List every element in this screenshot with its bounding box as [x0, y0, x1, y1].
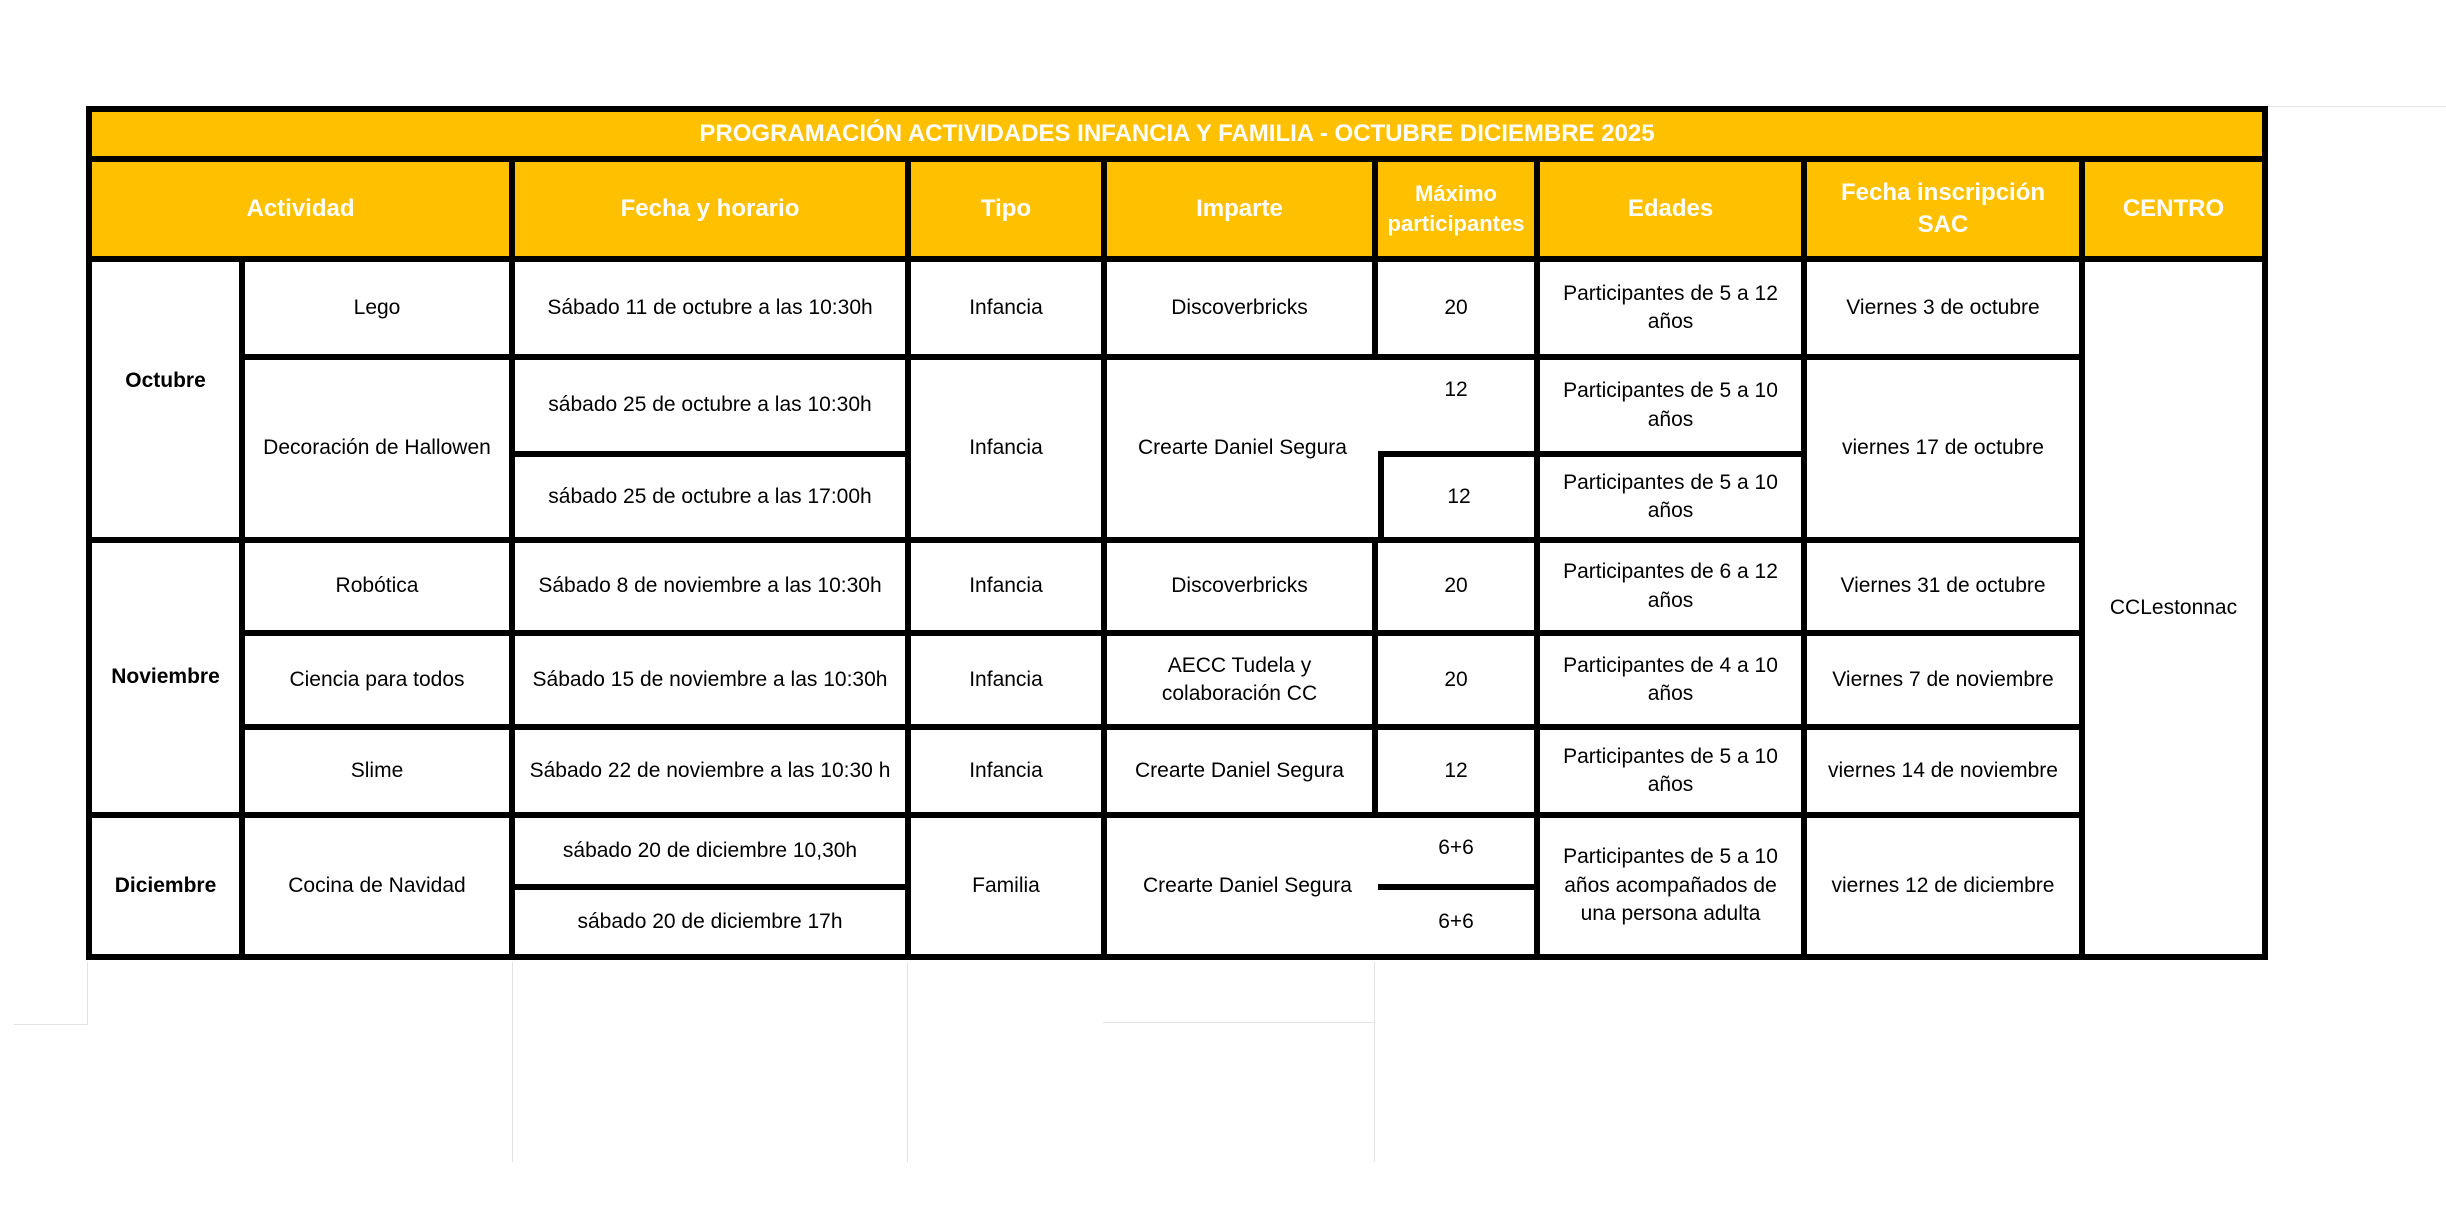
header-maximo: Máximo participantes: [1378, 162, 1540, 262]
cell-inscripcion: Viernes 3 de octubre: [1807, 262, 2085, 360]
gridline: [14, 1024, 88, 1025]
cell-inscripcion: viernes 14 de noviembre: [1807, 730, 2085, 818]
gridline: [1103, 1022, 1375, 1023]
gridline: [1374, 962, 1375, 1162]
cell-maximo: 12: [1378, 730, 1540, 818]
cell-edades: Participantes de 6 a 12 años: [1540, 543, 1807, 636]
activities-table: [86, 106, 2268, 960]
cell-actividad: Slime: [245, 730, 515, 818]
header-actividad: Actividad: [92, 162, 515, 262]
gridline: [2266, 106, 2446, 107]
header-imparte: Imparte: [1107, 162, 1378, 262]
cell-imparte: AECC Tudela y colaboración CC: [1107, 636, 1378, 730]
cell-tipo: Infancia: [911, 636, 1107, 730]
cell-fecha: sábado 25 de octubre a las 17:00h: [515, 457, 911, 543]
cell-inscripcion: viernes 17 de octubre: [1807, 360, 2085, 543]
header-fecha: Fecha y horario: [515, 162, 911, 262]
cell-edades: Participantes de 5 a 10 años: [1540, 360, 1807, 457]
month-noviembre: Noviembre: [92, 543, 245, 818]
cell-edades: Participantes de 5 a 12 años: [1540, 262, 1807, 360]
header-centro: CENTRO: [2085, 162, 2268, 262]
table-title: PROGRAMACIÓN ACTIVIDADES INFANCIA Y FAMILIA - OCTUBRE DICIEMBRE 2025: [92, 112, 2268, 162]
cell-actividad: Robótica: [245, 543, 515, 636]
cell-fecha: Sábado 22 de noviembre a las 10:30 h: [515, 730, 911, 818]
cell-actividad: Decoración de Hallowen: [245, 360, 515, 543]
month-octubre: Octubre: [92, 262, 245, 543]
cell-inscripcion: viernes 12 de diciembre: [1807, 818, 2085, 960]
cell-tipo: Infancia: [911, 730, 1107, 818]
cell-imparte: Crearte Daniel Segura: [1107, 730, 1378, 818]
cell-maximo: 20: [1378, 262, 1540, 360]
cell-fecha: sábado 20 de diciembre 17h: [515, 890, 911, 960]
cell-fecha: sábado 20 de diciembre 10,30h: [515, 818, 911, 890]
cell-actividad: Lego: [245, 262, 515, 360]
gridline: [87, 962, 88, 1024]
cell-maximo: 20: [1378, 636, 1540, 730]
cell-fecha: Sábado 15 de noviembre a las 10:30h: [515, 636, 911, 730]
cell-imparte: Discoverbricks: [1107, 262, 1378, 360]
cell-tipo: Infancia: [911, 543, 1107, 636]
cell-edades: Participantes de 4 a 10 años: [1540, 636, 1807, 730]
header-edades: Edades: [1540, 162, 1807, 262]
cell-fecha: Sábado 8 de noviembre a las 10:30h: [515, 543, 911, 636]
cell-fecha: sábado 25 de octubre a las 10:30h: [515, 360, 911, 457]
cell-actividad: Cocina de Navidad: [245, 818, 515, 960]
cell-imparte: Crearte Daniel Segura: [1107, 818, 1540, 960]
cell-tipo: Familia: [911, 818, 1107, 960]
cell-edades: Participantes de 5 a 10 años: [1540, 730, 1807, 818]
cell-inscripcion: Viernes 31 de octubre: [1807, 543, 2085, 636]
cell-imparte: Crearte Daniel Segura: [1107, 360, 1378, 543]
cell-centro: CCLestonnac: [2085, 262, 2268, 960]
cell-maximo: 6+6: [1378, 818, 1540, 890]
header-tipo: Tipo: [911, 162, 1107, 262]
gridline: [907, 962, 908, 1162]
cell-fecha: Sábado 11 de octubre a las 10:30h: [515, 262, 911, 360]
month-diciembre: Diciembre: [92, 818, 245, 960]
cell-maximo: 6+6: [1378, 890, 1540, 960]
cell-tipo: Infancia: [911, 360, 1107, 543]
header-inscripcion: Fecha inscripción SAC: [1807, 162, 2085, 262]
cell-edades: Participantes de 5 a 10 años acompañados de una persona adulta: [1540, 818, 1807, 960]
cell-edades: Participantes de 5 a 10 años: [1540, 457, 1807, 543]
cell-maximo: 12: [1378, 360, 1540, 457]
cell-actividad: Ciencia para todos: [245, 636, 515, 730]
gridline: [512, 962, 513, 1162]
cell-inscripcion: Viernes 7 de noviembre: [1807, 636, 2085, 730]
cell-maximo: 12: [1378, 457, 1540, 543]
cell-maximo: 20: [1378, 543, 1540, 636]
cell-imparte: Discoverbricks: [1107, 543, 1378, 636]
cell-tipo: Infancia: [911, 262, 1107, 360]
